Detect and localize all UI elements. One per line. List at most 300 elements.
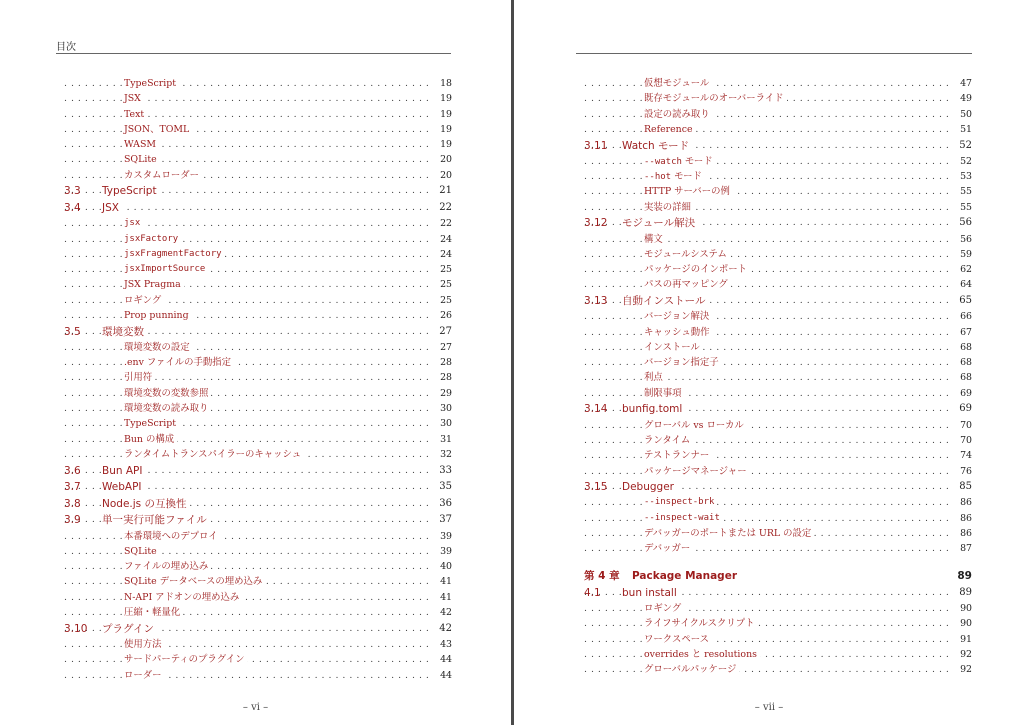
- entry-title: 制限事項: [644, 386, 685, 401]
- dot-leader: [64, 107, 430, 122]
- entry-title: パッケージマネージャー: [644, 464, 750, 479]
- entry-page-number: 33: [439, 464, 452, 476]
- toc-right-after: [584, 585, 972, 678]
- entry-page-number: 42: [440, 607, 452, 619]
- toc-subsection-entry[interactable]: [64, 386, 452, 401]
- entry-title: SQLite データベースの埋め込み: [124, 574, 265, 589]
- entry-page-number: 55: [960, 186, 972, 198]
- dot-leader: [64, 559, 430, 574]
- dot-leader: [584, 662, 950, 677]
- dot-leader: [64, 637, 430, 652]
- entry-title: TypeScript: [124, 416, 179, 431]
- toc-subsection-entry[interactable]: [584, 616, 972, 631]
- entry-title: 利点: [644, 370, 666, 385]
- section-number: 3.8: [64, 497, 81, 510]
- dot-leader: [64, 168, 430, 183]
- dot-leader: [584, 154, 950, 169]
- entry-page-number: 22: [439, 202, 452, 214]
- toc-subsection-entry[interactable]: [64, 652, 452, 667]
- entry-page-number: 87: [960, 543, 972, 555]
- entry-title: --inspect-brk: [644, 495, 717, 510]
- entry-page-number: 86: [960, 528, 972, 540]
- dot-leader: [584, 262, 950, 277]
- entry-title: グローバル vs ローカル: [644, 418, 747, 433]
- entry-title: 環境変数の変数参照: [124, 386, 211, 401]
- toc-subsection-entry[interactable]: [64, 247, 452, 262]
- dot-leader: [584, 107, 950, 122]
- entry-title: ロギング: [644, 601, 684, 616]
- entry-page-number: 22: [440, 218, 452, 230]
- entry-title: ランタイム: [644, 433, 693, 448]
- toc-subsection-entry[interactable]: [64, 262, 452, 277]
- entry-page-number: 27: [439, 325, 452, 337]
- section-number: 3.9: [64, 514, 81, 527]
- entry-title: Bun API: [102, 463, 145, 479]
- toc-subsection-entry[interactable]: [64, 416, 452, 431]
- entry-title: 使用方法: [124, 637, 165, 652]
- toc-subsection-entry[interactable]: [584, 464, 972, 479]
- entry-page-number: 67: [960, 326, 972, 338]
- dot-leader: [584, 200, 950, 215]
- section-number: 3.14: [584, 403, 608, 416]
- dot-leader: [584, 616, 950, 631]
- toc-subsection-entry[interactable]: [584, 325, 972, 340]
- toc-subsection-entry[interactable]: [64, 76, 452, 91]
- entry-page-number: 41: [440, 576, 452, 588]
- entry-title: モジュールシステム: [644, 247, 730, 262]
- toc-section-entry[interactable]: [584, 585, 972, 601]
- entry-page-number: 66: [960, 311, 972, 323]
- dot-leader: [64, 416, 430, 431]
- toc-subsection-entry[interactable]: [64, 91, 452, 106]
- entry-page-number: 92: [960, 649, 972, 661]
- toc-right-main: [584, 76, 972, 557]
- toc-subsection-entry[interactable]: [64, 432, 452, 447]
- toc-list-right: [584, 76, 972, 678]
- entry-title: SQLite: [124, 544, 160, 559]
- dot-leader: [64, 247, 430, 262]
- toc-subsection-entry[interactable]: [64, 605, 452, 620]
- entry-page-number: 39: [440, 545, 452, 557]
- dot-leader: [64, 122, 430, 137]
- section-number: 3.3: [64, 185, 81, 198]
- entry-page-number: 31: [440, 433, 452, 445]
- section-number: 3.15: [584, 481, 608, 494]
- entry-page-number: 42: [439, 622, 452, 634]
- dot-leader: [64, 401, 430, 416]
- entry-page-number: 64: [960, 279, 972, 291]
- dot-leader: [64, 308, 430, 323]
- entry-page-number: 25: [440, 264, 452, 276]
- toc-chapter-entry[interactable]: [584, 567, 972, 585]
- entry-page-number: 74: [960, 450, 972, 462]
- header-rule: [56, 53, 451, 54]
- section-number: 3.6: [64, 464, 81, 477]
- toc-subsection-entry[interactable]: [584, 262, 972, 277]
- toc-subsection-entry[interactable]: [64, 232, 452, 247]
- toc-subsection-entry[interactable]: [64, 122, 452, 137]
- dot-leader: [584, 169, 950, 184]
- entry-title: デバッガーのポートまたは URL の設定: [644, 526, 814, 541]
- dot-leader: [64, 91, 430, 106]
- toc-subsection-entry[interactable]: [584, 433, 972, 448]
- entry-title: HTTP サーバーの例: [644, 184, 733, 199]
- dot-leader: [64, 76, 430, 91]
- toc-subsection-entry[interactable]: [584, 247, 972, 262]
- dot-leader: [64, 216, 430, 231]
- toc-subsection-entry[interactable]: [584, 76, 972, 91]
- entry-title: jsxFactory: [124, 232, 181, 247]
- toc-subsection-entry[interactable]: [584, 154, 972, 169]
- dot-leader: [64, 232, 430, 247]
- toc-subsection-entry[interactable]: [584, 541, 972, 556]
- entry-title: バージョン解決: [644, 309, 712, 324]
- entry-page-number: 36: [439, 497, 452, 509]
- entry-title: ランタイムトランスパイラーのキャッシュ: [124, 447, 304, 462]
- toc-subsection-entry[interactable]: [584, 340, 972, 355]
- header-rule-right: [576, 53, 972, 54]
- dot-leader: [584, 76, 950, 91]
- entry-title: Reference: [644, 122, 696, 137]
- section-number: 3.4: [64, 202, 81, 215]
- entry-page-number: 28: [440, 372, 452, 384]
- entry-page-number: 25: [440, 279, 452, 291]
- toc-subsection-entry[interactable]: [64, 529, 452, 544]
- entry-page-number: 55: [960, 201, 972, 213]
- dot-leader: [584, 448, 950, 463]
- entry-title: Debugger: [622, 479, 677, 495]
- entry-page-number: 69: [960, 387, 972, 399]
- entry-title: N-API アドオンの埋め込み: [124, 590, 242, 605]
- right-page: [514, 0, 1024, 725]
- toc-subsection-entry[interactable]: [584, 601, 972, 616]
- entry-page-number: 30: [440, 418, 452, 430]
- entry-page-number: 40: [440, 561, 452, 573]
- toc-subsection-entry[interactable]: [584, 355, 972, 370]
- toc-section-entry[interactable]: [64, 512, 452, 528]
- entry-title: JSX: [102, 200, 122, 216]
- toc-list-left: [64, 76, 452, 683]
- entry-page-number: 76: [960, 465, 972, 477]
- entry-title: .env ファイルの手動指定: [124, 355, 234, 370]
- entry-title: カスタムローダー: [124, 168, 202, 183]
- toc-subsection-entry[interactable]: [64, 401, 452, 416]
- toc-subsection-entry[interactable]: [64, 590, 452, 605]
- section-number: 3.5: [64, 325, 81, 338]
- chapter-number: 第 4 章: [584, 569, 620, 582]
- toc-subsection-entry[interactable]: [584, 184, 972, 199]
- toc-subsection-entry[interactable]: [64, 544, 452, 559]
- entry-title: TypeScript: [124, 76, 179, 91]
- dot-leader: [584, 464, 950, 479]
- entry-title: overrides と resolutions: [644, 647, 760, 662]
- entry-title: --inspect-wait: [644, 511, 723, 526]
- toc-subsection-entry[interactable]: [64, 308, 452, 323]
- entry-title: ファイルの埋め込み: [124, 559, 211, 574]
- dot-leader: [64, 340, 430, 355]
- dot-leader: [584, 541, 950, 556]
- dot-leader: [584, 601, 950, 616]
- entry-title: プラグイン: [102, 621, 157, 637]
- left-page: [0, 0, 511, 725]
- entry-title: 引用符: [124, 370, 155, 385]
- entry-title: バージョン指定子: [644, 355, 722, 370]
- page-footer-left: – vi –: [242, 702, 269, 713]
- entry-title: 環境変数の設定: [124, 340, 193, 355]
- entry-page-number: 91: [960, 633, 972, 645]
- entry-title: jsxFragmentFactory: [124, 247, 225, 262]
- entry-title: Text: [124, 107, 147, 122]
- toc-subsection-entry[interactable]: [64, 668, 452, 683]
- toc-section-entry[interactable]: [64, 621, 452, 637]
- entry-title: パッケージのインポート: [644, 262, 750, 277]
- dot-leader: [584, 386, 950, 401]
- toc-subsection-entry[interactable]: [584, 448, 972, 463]
- dot-leader: [64, 386, 430, 401]
- entry-page-number: 49: [960, 93, 972, 105]
- dot-leader: [64, 262, 430, 277]
- entry-page-number: 37: [439, 514, 452, 526]
- toc-section-entry[interactable]: [64, 200, 452, 216]
- toc-section-entry[interactable]: [584, 401, 972, 417]
- entry-page-number: 29: [440, 387, 452, 399]
- toc-subsection-entry[interactable]: [64, 355, 452, 370]
- entry-page-number: 28: [440, 357, 452, 369]
- entry-page-number: 19: [440, 139, 452, 151]
- entry-page-number: 41: [440, 591, 452, 603]
- entry-page-number: 59: [960, 248, 972, 260]
- entry-title: サードパーティのプラグイン: [124, 652, 247, 667]
- dot-leader: [584, 355, 950, 370]
- entry-title: JSON、TOML: [124, 122, 192, 137]
- entry-title: Node.js の互換性: [102, 496, 189, 512]
- entry-title: グローバルパッケージ: [644, 662, 739, 677]
- toc-subsection-entry[interactable]: [64, 107, 452, 122]
- entry-page-number: 18: [440, 78, 452, 89]
- entry-title: 設定の読み取り: [644, 107, 713, 122]
- entry-title: モジュール解決: [622, 215, 698, 231]
- dot-leader: [584, 277, 950, 292]
- toc-subsection-entry[interactable]: [584, 91, 972, 106]
- toc-subsection-entry[interactable]: [64, 559, 452, 574]
- entry-page-number: 86: [960, 497, 972, 509]
- toc-subsection-entry[interactable]: [584, 495, 972, 510]
- toc-subsection-entry[interactable]: [584, 386, 972, 401]
- toc-section-entry[interactable]: [584, 215, 972, 231]
- dot-leader: [584, 247, 950, 262]
- toc-subsection-entry[interactable]: [584, 511, 972, 526]
- toc-subsection-entry[interactable]: [64, 574, 452, 589]
- entry-page-number: 26: [440, 310, 452, 322]
- dot-leader: [584, 325, 950, 340]
- toc-subsection-entry[interactable]: [64, 137, 452, 152]
- entry-title: キャッシュ動作: [644, 325, 712, 340]
- entry-page-number: 85: [959, 481, 972, 493]
- entry-page-number: 89: [959, 587, 972, 598]
- dot-leader: [64, 137, 430, 152]
- dot-leader: [584, 370, 950, 385]
- toc-subsection-entry[interactable]: [64, 152, 452, 167]
- entry-page-number: 52: [959, 139, 972, 151]
- toc-subsection-entry[interactable]: [584, 632, 972, 647]
- toc-subsection-entry[interactable]: [584, 122, 972, 137]
- toc-subsection-entry[interactable]: [584, 662, 972, 677]
- toc-subsection-entry[interactable]: [64, 277, 452, 292]
- entry-title: JSX: [124, 91, 144, 106]
- entry-page-number: 19: [440, 108, 452, 120]
- entry-title: TypeScript: [102, 183, 160, 199]
- dot-leader: [584, 511, 950, 526]
- entry-page-number: 32: [440, 448, 452, 460]
- toc-subsection-entry[interactable]: [64, 168, 452, 183]
- entry-page-number: 35: [439, 481, 452, 493]
- dot-leader: [64, 605, 430, 620]
- entry-title: 圧縮・軽量化: [124, 605, 183, 620]
- entry-title: パスの再マッピング: [644, 277, 731, 292]
- entry-page-number: 21: [439, 185, 452, 197]
- entry-page-number: 47: [960, 78, 972, 89]
- entry-title: 環境変数の読み取り: [124, 401, 211, 416]
- entry-title: SQLite: [124, 152, 160, 167]
- entry-page-number: 69: [959, 403, 972, 415]
- entry-page-number: 62: [960, 264, 972, 276]
- entry-page-number: 51: [960, 123, 972, 135]
- entry-page-number: 86: [960, 512, 972, 524]
- entry-title: jsx: [124, 216, 143, 231]
- entry-page-number: 70: [960, 434, 972, 446]
- toc-subsection-entry[interactable]: [584, 370, 972, 385]
- entry-page-number: 92: [960, 664, 972, 676]
- entry-page-number: 68: [960, 341, 972, 353]
- dot-leader: [584, 433, 950, 448]
- entry-title: 仮想モジュール: [644, 76, 712, 91]
- entry-page-number: 68: [960, 357, 972, 369]
- entry-title: ローダー: [124, 668, 165, 683]
- section-number: 3.12: [584, 217, 608, 230]
- toc-subsection-entry[interactable]: [64, 447, 452, 462]
- dot-leader: [64, 668, 430, 683]
- toc-subsection-entry[interactable]: [584, 200, 972, 215]
- entry-page-number: 30: [440, 403, 452, 415]
- toc-section-entry[interactable]: [584, 293, 972, 309]
- toc-section-entry[interactable]: [64, 463, 452, 479]
- chapter-title: Package Manager: [632, 569, 737, 582]
- entry-page-number: 53: [960, 171, 972, 183]
- entry-page-number: 20: [440, 154, 452, 166]
- entry-title: 実装の詳細: [644, 200, 694, 215]
- entry-title: bunfig.toml: [622, 401, 685, 417]
- dot-leader: [584, 647, 950, 662]
- section-number: 3.7: [64, 481, 81, 494]
- entry-title: bun install: [622, 585, 680, 601]
- dot-leader: [64, 590, 430, 605]
- entry-page-number: 44: [440, 669, 452, 681]
- entry-title: --watch モード: [644, 154, 716, 170]
- dot-leader: [64, 370, 430, 385]
- toc-subsection-entry[interactable]: [584, 309, 972, 324]
- section-number: 3.10: [64, 622, 88, 635]
- dot-leader: [64, 544, 430, 559]
- entry-title: Watch モード: [622, 138, 692, 154]
- section-number: 3.11: [584, 139, 608, 152]
- entry-page-number: 25: [440, 294, 452, 306]
- dot-leader: [64, 529, 430, 544]
- toc-section-entry[interactable]: [64, 479, 452, 495]
- toc-subsection-entry[interactable]: [584, 277, 972, 292]
- toc-section-entry[interactable]: [64, 496, 452, 512]
- toc-section-entry[interactable]: [584, 138, 972, 154]
- toc-subsection-entry[interactable]: [64, 293, 452, 308]
- entry-page-number: 68: [960, 372, 972, 384]
- toc-subsection-entry[interactable]: [584, 169, 972, 184]
- entry-title: JSX Pragma: [124, 277, 184, 292]
- entry-page-number: 70: [960, 419, 972, 431]
- entry-title: 既存モジュールのオーバーライド: [644, 91, 787, 106]
- entry-title: 本番環境へのデプロイ: [124, 529, 220, 544]
- entry-page-number: 43: [440, 638, 452, 650]
- entry-title: jsxImportSource: [124, 262, 208, 277]
- entry-title: ロギング: [124, 293, 164, 308]
- chapter-page-number: 89: [957, 569, 972, 582]
- dot-leader: [584, 495, 950, 510]
- dot-leader: [64, 432, 430, 447]
- page-footer-right: – vii –: [754, 702, 784, 713]
- entry-page-number: 19: [440, 123, 452, 135]
- entry-page-number: 24: [440, 248, 452, 260]
- dot-leader: [584, 232, 950, 247]
- toc-subsection-entry[interactable]: [64, 370, 452, 385]
- toc-subsection-entry[interactable]: [584, 232, 972, 247]
- toc-subsection-entry[interactable]: [64, 637, 452, 652]
- entry-page-number: 50: [960, 108, 972, 120]
- entry-page-number: 39: [440, 530, 452, 542]
- entry-title: Bun の構成: [124, 432, 177, 447]
- dot-leader: [584, 632, 950, 647]
- entry-title: --hot モード: [644, 169, 705, 185]
- entry-title: WASM: [124, 137, 159, 152]
- toc-section-entry[interactable]: [64, 324, 452, 340]
- entry-title: テストランナー: [644, 448, 712, 463]
- entry-title: ライフサイクルスクリプト: [644, 616, 758, 631]
- toc-subsection-entry[interactable]: [64, 216, 452, 231]
- entry-page-number: 56: [959, 217, 972, 229]
- dot-leader: [584, 184, 950, 199]
- entry-title: インストール: [644, 340, 703, 355]
- section-number: 4.1: [584, 587, 601, 599]
- entry-title: WebAPI: [102, 479, 145, 495]
- entry-page-number: 56: [960, 233, 972, 245]
- dot-leader: [64, 152, 430, 167]
- toc-subsection-entry[interactable]: [584, 107, 972, 122]
- dot-leader: [584, 122, 950, 137]
- toc-section-entry[interactable]: [64, 183, 452, 199]
- entry-title: 単一実行可能ファイル: [102, 512, 210, 528]
- toc-subsection-entry[interactable]: [584, 647, 972, 662]
- entry-page-number: 24: [440, 233, 452, 245]
- entry-page-number: 90: [960, 618, 972, 630]
- toc-subsection-entry[interactable]: [584, 418, 972, 433]
- section-number: 3.13: [584, 295, 608, 308]
- toc-subsection-entry[interactable]: [584, 526, 972, 541]
- entry-page-number: 20: [440, 169, 452, 181]
- dot-leader: [584, 340, 950, 355]
- dot-leader: [64, 277, 430, 292]
- dot-leader: [584, 309, 950, 324]
- toc-subsection-entry[interactable]: [64, 340, 452, 355]
- entry-page-number: 65: [959, 295, 972, 307]
- toc-section-entry[interactable]: [584, 479, 972, 495]
- entry-title: 構文: [644, 232, 666, 247]
